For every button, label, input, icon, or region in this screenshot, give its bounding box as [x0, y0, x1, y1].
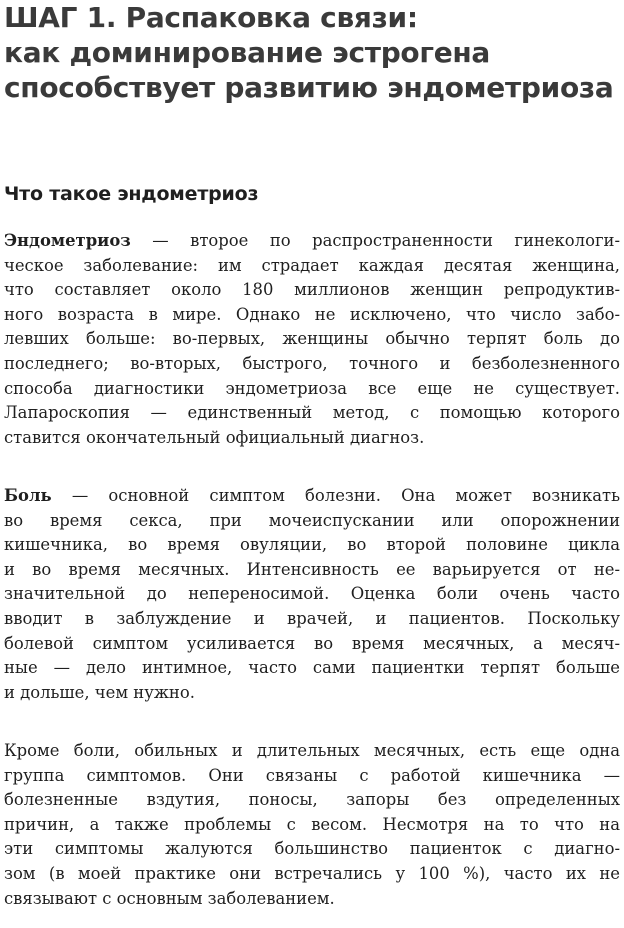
- paragraph-line: группа симптомов. Они связаны с работой кишечника —: [4, 765, 620, 785]
- paragraph-line: Боль — основной симптом болезни. Она может возникать: [4, 486, 620, 505]
- paragraph-pain: [4, 484, 620, 705]
- chapter-title-line: ШАГ 1. Распаковка связи:: [4, 1, 418, 34]
- chapter-title: [4, 0, 620, 105]
- paragraph-line: зом (в моей практике они встречались у 100 %), часто их не: [4, 863, 620, 883]
- paragraph-line: болевой симптом усиливается во время месячных, а месяч-: [4, 633, 620, 653]
- paragraph-line: ного возраста в мире. Однако не исключено, что число забо-: [4, 304, 620, 324]
- paragraph-line: болезненные вздутия, поносы, запоры без определенных: [4, 790, 620, 810]
- paragraph-line: и во время месячных. Интенсивность ее варьируется от не-: [4, 559, 620, 579]
- paragraph-line: причин, а также проблемы с весом. Несмотря на то что на: [4, 814, 620, 834]
- paragraph-line: ческое заболевание: им страдает каждая десятая женщина,: [4, 255, 620, 275]
- paragraph-line: ные — дело интимное, часто сами пациентки терпят больше: [4, 658, 620, 678]
- term-pain: Боль: [4, 486, 52, 505]
- paragraph-line: Эндометриоз — второе по распространенности гинекологи-: [4, 231, 620, 250]
- chapter-title-line: способствует развитию эндометриоза: [4, 71, 614, 104]
- paragraph-line: связывают с основным заболеванием.: [4, 888, 335, 908]
- section-title: Что такое эндометриоз: [4, 183, 259, 205]
- paragraph-line: ставится окончательный официальный диагноз.: [4, 427, 425, 447]
- paragraph-line: значительной до непереносимой. Оценка боли очень часто: [4, 584, 620, 604]
- paragraph-line: эти симптомы жалуются большинство пациенток с диагно-: [4, 839, 620, 859]
- paragraph-line: и дольше, чем нужно.: [4, 682, 195, 702]
- term-endometriosis: Эндометриоз: [4, 231, 131, 250]
- paragraph-line: кишечника, во время овуляции, во второй половине цикла: [4, 535, 620, 555]
- paragraph-line: вводит в заблуждение и врачей, и пациентов. Поскольку: [4, 608, 620, 628]
- paragraph-line: последнего; во-вторых, быстрого, точного и безболезненного: [4, 353, 620, 373]
- paragraph-line: Кроме боли, обильных и длительных месячных, есть еще одна: [4, 741, 620, 760]
- paragraph-endometriosis-definition: [4, 229, 620, 450]
- chapter-title-line: как доминирование эстрогена: [4, 36, 491, 69]
- paragraph-line: Лапароскопия — единственный метод, с помощью которого: [4, 403, 620, 423]
- paragraph-line: левших больше: во-первых, женщины обычно терпят боль до: [4, 329, 620, 349]
- paragraph-line: во время секса, при мочеиспускании или опорожнении: [4, 510, 620, 530]
- paragraph-line: способа диагностики эндометриоза все еще не существует.: [4, 378, 620, 398]
- paragraph-other-symptoms: [4, 739, 620, 911]
- paragraph-line: что составляет около 180 миллионов женщин репродуктив-: [4, 280, 620, 300]
